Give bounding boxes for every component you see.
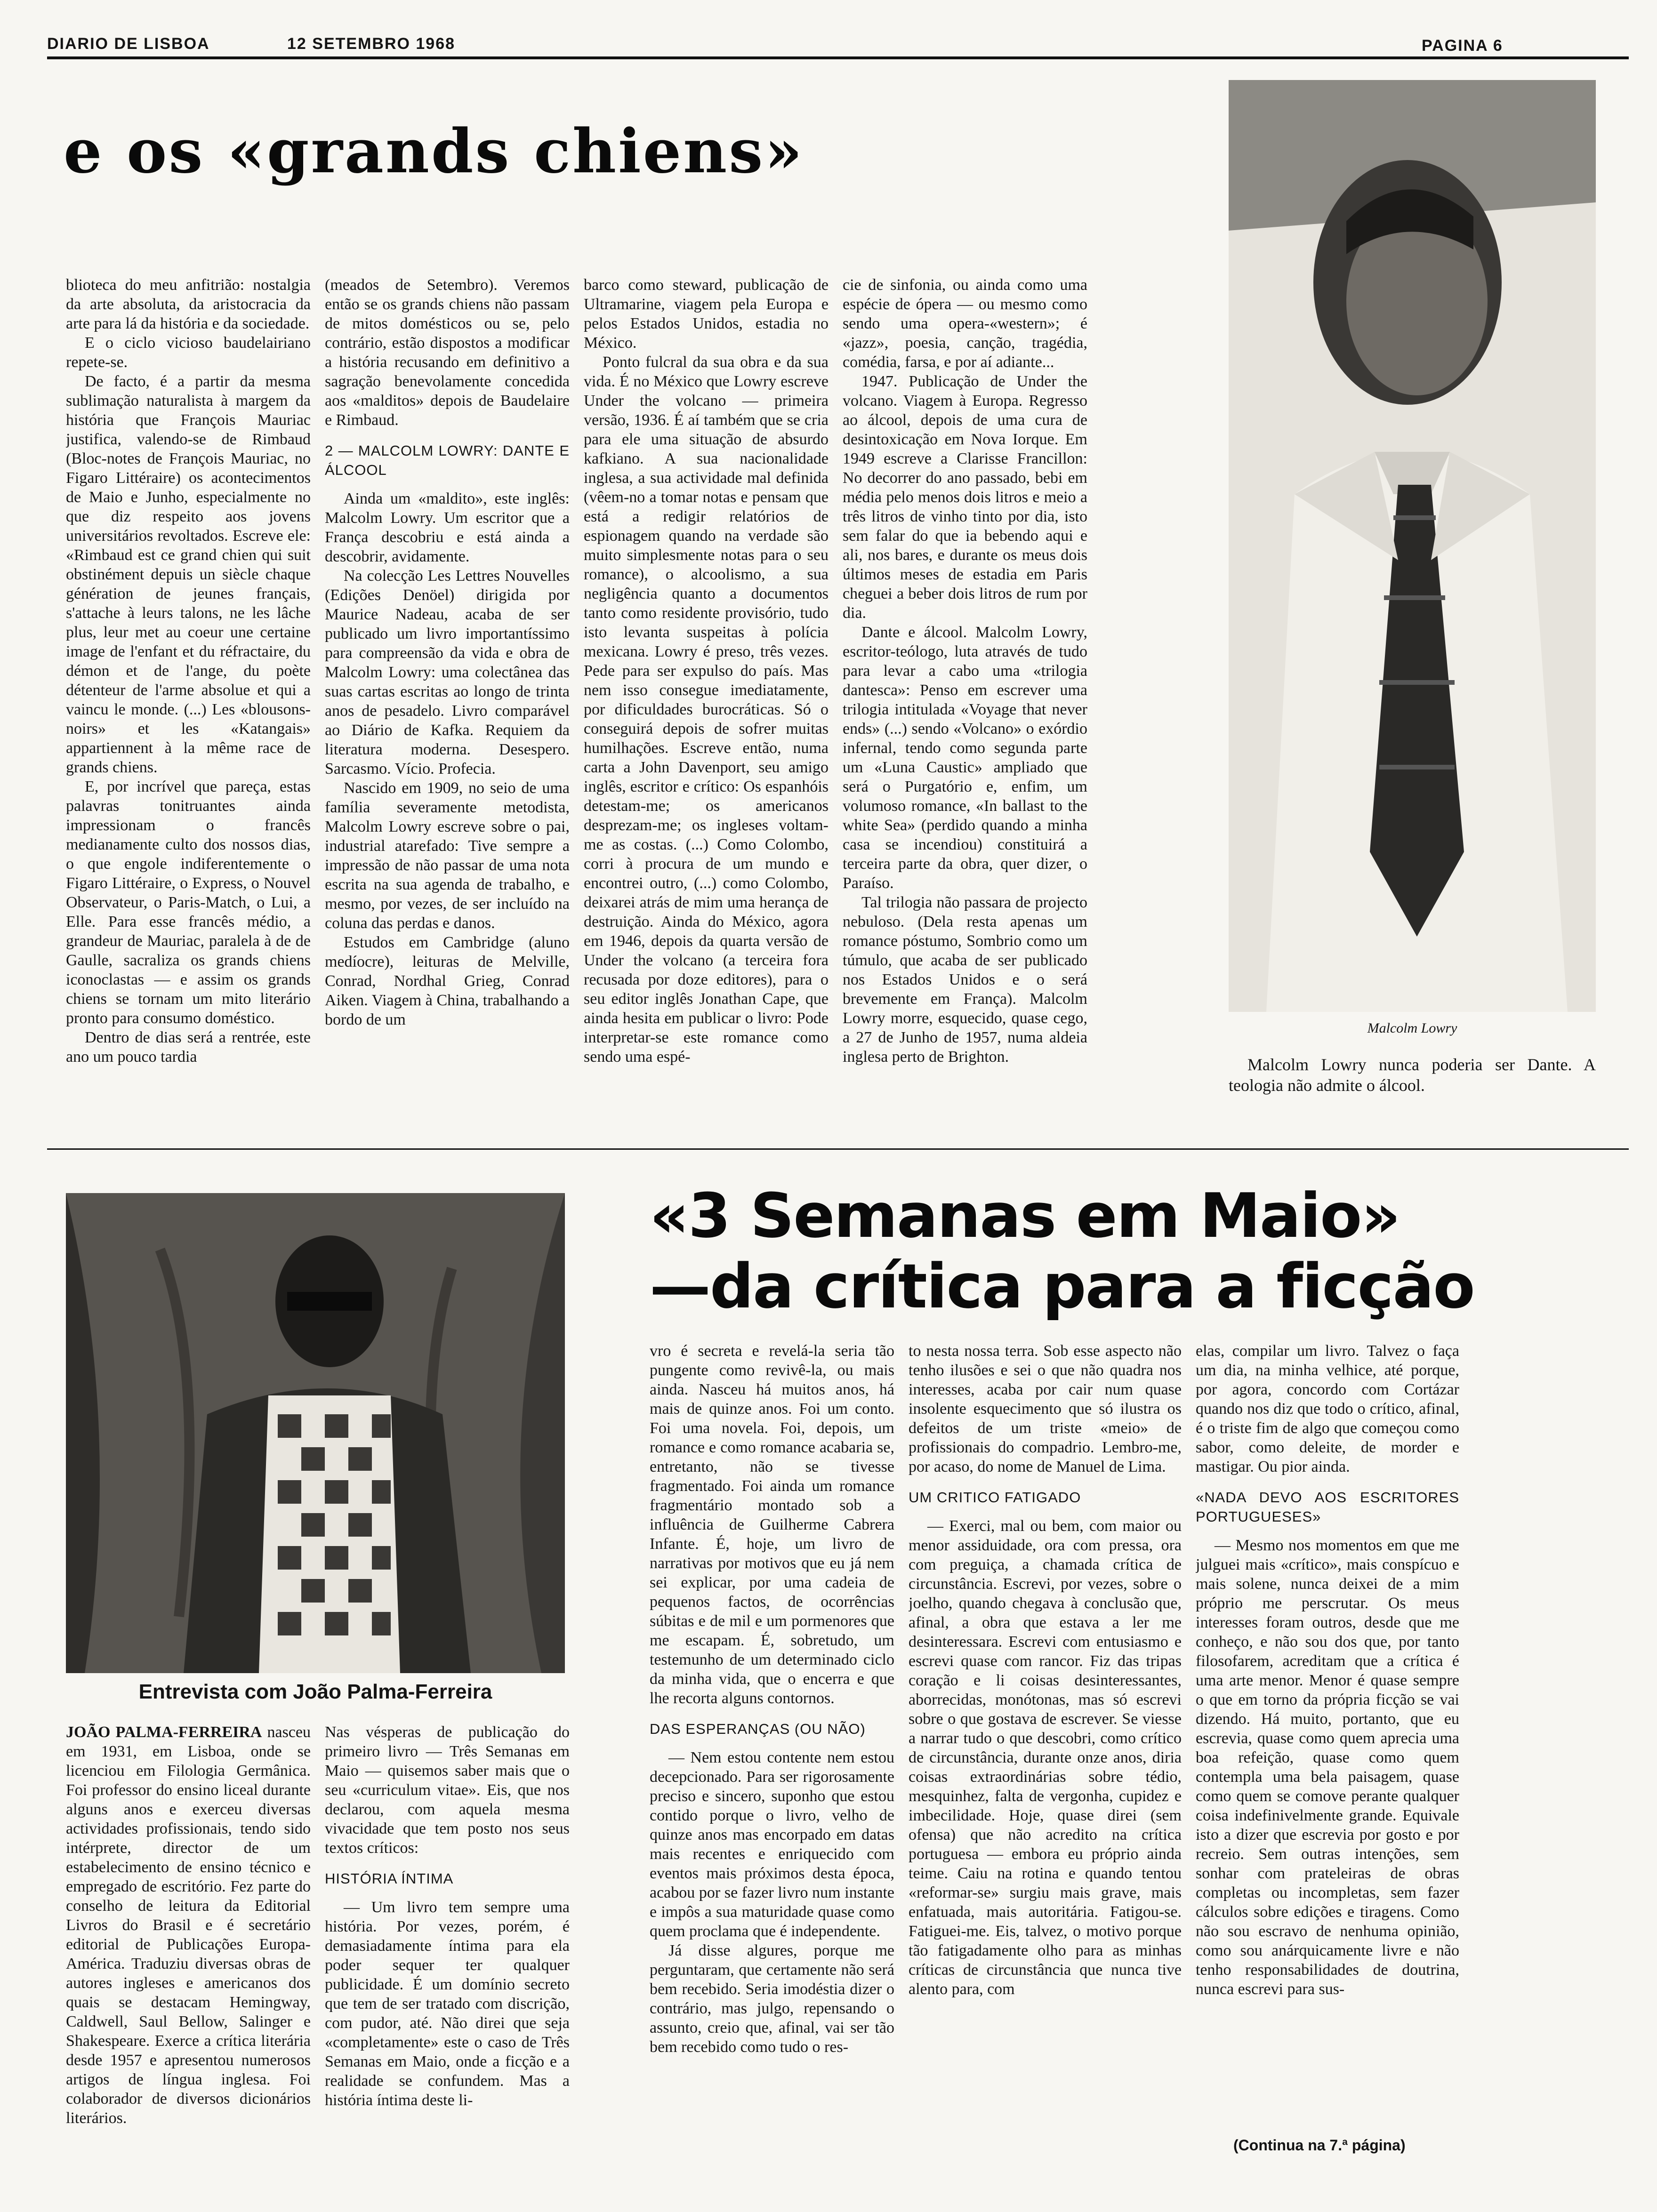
paragraph: E o ciclo vicioso baudelairiano repete-se. bbox=[66, 334, 311, 371]
paragraph: blioteca do meu anfitrião: nostalgia da arte absoluta, da aristocracia da arte para lá da história e da sociedade. bbox=[66, 276, 311, 332]
malcolm-lowry-photo-caption: Malcolm Lowry bbox=[1367, 1020, 1457, 1036]
paragraph: barco como steward, publicação de Ultramarine, viagem pela Europa e pelos Estados Unidos, estadia no México. bbox=[584, 276, 828, 352]
paragraph: Ponto fulcral da sua obra e da sua vida. É no México que Lowry escreve Under the volcano — primeira versão, 1936. É aí também que se cria para ele uma situação de absurdo kafkiano. A sua nacionalidade inglesa, a sua actividade mal definida (vêem-no a tomar notas e pensam que está a redigir relatórios de espionagem quando na verdade são muito simplesmente notas para o seu romance), o alcoolismo, a sua negligência quanto a documentos tanto como residente provisório, tudo isto levanta suspeitas à polícia mexicana. Lowry é preso, três vezes. Pede para ser expulso do país. Mas nem isso consegue imediatamente, por dificuldades burocráticas. Só o conseguirá depois de sofrer muitas humilhações. Escreve então, numa carta a John Davenport, seu amigo inglês, escritor e crítico: Os espanhóis detestam-me; os americanos desprezam-me; os ingleses voltam-me as costas. (...) Como Colombo, corri à procura de um mundo e encontrei outro, (...) como Colombo, deixarei atrás de mim uma herança de destruição. Ainda do México, agora em 1946, depois da quarta versão de Under the volcano (a terceira fora recusada por doze editores), para o seu editor inglês Jonathan Cape, que ainda hesita em publicar o livro: Pode interpretar-se este romance como sendo uma espé- bbox=[584, 353, 828, 1066]
portrait-illustration bbox=[1229, 80, 1596, 1012]
top-article-column-4 bbox=[843, 275, 1087, 1085]
paragraph: E, por incrível que pareça, estas palavras tonitruantes ainda impressionam o francês medianamente culto dos nossos dias, o que engole indiferentemente o Figaro Littéraire, o Express, o Nouvel Observateur, o Paris-Match, o Lui, a Elle. Para esse francês médio, a grandeur de Mauriac, paralela à de de Gaulle, sacraliza os grands chiens iconoclastas — e assim os grands chiens se tornam um mito literário pronto para consumo doméstico. bbox=[66, 778, 311, 1027]
bottom-article-headline-line-1: «3 Semanas em Maio» bbox=[650, 1180, 1400, 1251]
malcolm-lowry-photo bbox=[1229, 80, 1596, 1012]
paragraph: Nascido em 1909, no seio de uma família severamente metodista, Malcolm Lowry escreve sobre o pai, industrial atarefado: Tive sempre a impressão de não passar de uma nota escrita na sua agenda de trabalho, e mesmo, por vezes, de ser incluído na coluna das perdas e danos. bbox=[325, 779, 570, 932]
paragraph: vro é secreta e revelá-la seria tão pungente como revivê-la, ou mais ainda. Nasceu há muitos anos, há mais de quinze anos. Foi um conto. Foi uma novela. Foi, depois, um romance e como romance acabaria se, entretanto, não se tivesse fragmentado. Foi ainda um romance fragmentário montado sob a influência de Guilherme Cabrera Infante. É, hoje, um livro de narrativas por motivos que eu já nem sei explicar, por uma cadeia de pequenos factos, de ocorrências súbitas e de mil e um pormenores que me escapam. É, sobretudo, um testemunho de um determinado ciclo da minha vida, que o encerra e que lhe recorta alguns contornos. bbox=[650, 1342, 894, 1707]
paragraph: De facto, é a partir da mesma sublimação naturalista à margem da história que François Mauriac justifica, valendo-se de Rimbaud (Bloc-notes de François Mauriac, no Figaro Littéraire) os acontecimentos de Maio e Junho, especialmente no que diz respeito aos jovens universitários revoltados. Escreve ele: «Rimbaud est ce grand chien qui suit obstinément depuis un siècle chaque génération de jeunes français, s'attache à leurs talons, ne les lâche plus, leur met au coeur une certaine image de l'enfant et du réfractaire, du démon et de l'ange, du poète détenteur de l'arme absolue et qui a vaincu le monde. (...) Les «blousons-noirs» et les «Katangais» appartiennent à la même race de grands chiens. bbox=[66, 373, 311, 776]
masthead-rule bbox=[47, 56, 1629, 59]
bottom-article-column-e bbox=[1196, 1341, 1459, 2123]
section-subheading: «NADA DEVO AOS ESCRITORES PORTUGUESES» bbox=[1196, 1489, 1459, 1525]
bottom-article-bio-column bbox=[66, 1723, 311, 2170]
bottom-article-column-b bbox=[325, 1723, 570, 2170]
article-divider bbox=[47, 1148, 1629, 1150]
paragraph: — Um livro tem sempre uma história. Por vezes, porém, é demasiadamente íntima para ela poder sequer ter qualquer publicidade. É um domínio secreto que tem de ser tratado com discrição, com pudor, até. Não direi que seja «completamente» este o caso de Três Semanas em Maio, onde a ficção e a realidade se confundem. Mas a história íntima deste li- bbox=[325, 1899, 570, 2109]
masthead-paper-name: DIARIO DE LISBOA bbox=[47, 35, 210, 53]
top-article-column-3 bbox=[584, 275, 828, 1085]
joao-palma-ferreira-photo bbox=[66, 1193, 565, 1673]
paragraph: — Mesmo nos momentos em que me julguei mais «crítico», mais conspícuo e mais solene, nunca deixei de a mim próprio me perscrutar. Os meus interesses foram outros, desde que me conheço, e não sou dos que, por tanto filosofarem, acreditam que a crítica é uma arte menor. Menor é quase sempre o que em torno da própria ficção se vai dizendo. Há muito, portanto, que eu escrevia, quase como quem aprecia uma boa refeição, quase como quem contempla uma bela paisagem, quase como quem se comove perante qualquer coisa indefinivelmente grande. Equivale isto a dizer que escrevia por gosto e por recreio. Sem outras intenções, sem sonhar com prateleiras de obras completas ou incompletas, sem fazer cálculos sobre edições e tiragens. Como não sou escravo de nenhuma opinião, como sou anárquicamente livre e não tenho responsabilidades de doutrina, nunca escrevi para sus- bbox=[1196, 1537, 1459, 1998]
bio-text: nasceu em 1931, em Lisboa, onde se licenciou em Filologia Germânica. Foi professor do ensino liceal durante alguns anos e exerceu diversas actividades profissionais, tendo sido intérprete, director de um estabelecimento de ensino técnico e empregado de escritório. Fez parte do conselho de leitura da Editorial Livros do Brasil e é secretário editorial de Publicações Europa-América. Traduziu diversas obras de autores ingleses e americanos dos quais se destacam Hemingway, Caldwell, Saul Bellow, Salinger e Shakespeare. Exerce a crítica literária desde 1957 e apresentou numerosos artigos de língua inglesa. Foi colaborador de diversos dicionários literários. bbox=[66, 1723, 311, 2127]
paragraph: Nas vésperas de publicação do primeiro livro — Três Semanas em Maio — quisemos saber mais que o seu «curriculum vitae». Eis, que nos declarou, com aquela mesma vivacidade que tem posto nos seus textos críticos: bbox=[325, 1723, 570, 1857]
top-article-column-2 bbox=[325, 275, 570, 1085]
masthead-page-number: PAGINA 6 bbox=[1422, 37, 1503, 55]
paragraph: Já disse algures, porque me perguntaram, que certamente não será bem recebido. Seria imodéstia dizer o contrário, mas julgo, repensando o assunto, creio que, afinal, vai ser tão bem recebido como tudo o res- bbox=[650, 1942, 894, 2056]
continued-on-page-note: (Continua na 7.ª página) bbox=[1233, 2137, 1406, 2154]
paragraph: cie de sinfonia, ou ainda como uma espécie de ópera — ou mesmo como sendo uma opera-«western»; é «jazz», poesia, canção, tragédia, comédia, farsa, e por aí adiante... bbox=[843, 276, 1087, 371]
paragraph: Na colecção Les Lettres Nouvelles (Edições Denöel) dirigida por Maurice Nadeau, acaba de ser publicado um livro importantíssimo para compreensão da vida e obra de Malcolm Lowry: uma colectânea das suas cartas escritas ao longo de trinta anos de pesadelo. Livro comparável ao Diário de Kafka. Requiem da literatura moderna. Desespero. Sarcasmo. Vício. Profecia. bbox=[325, 567, 570, 777]
bio-name: JOÃO PALMA-FERREIRA bbox=[66, 1723, 262, 1741]
paragraph: (meados de Setembro). Veremos então se os grands chiens não passam de mitos domésticos ou se, pelo contrário, estão dispostos a modificar a história recusando em definitivo a sagração benevolamente concedida aos «malditos» depois de Baudelaire e Rimbaud. bbox=[325, 276, 570, 429]
paragraph: to nesta nossa terra. Sob esse aspecto não tenho ilusões e sei o que não quadra nos interesses, acaba por cair num quase insolente esquecimento que só ilustra os defeitos de um triste «meio» de profissionais do compadrio. Lembro-me, por acaso, do nome de Manuel de Lima. bbox=[909, 1342, 1182, 1475]
bottom-article-column-d bbox=[909, 1341, 1182, 2170]
paragraph: Dante e álcool. Malcolm Lowry, escritor-teólogo, luta através de tudo para levar a cabo uma «trilogia dantesca»: Penso em escrever uma trilogia intitulada «Voyage that never ends» (...) sendo «Volcano» o exórdio infernal, tendo como segunda parte um «Luna Caustic» ampliado que será o Purgatório e, enfim, um volumoso romance, «In ballast to the white Sea» (perdido quando a minha casa se incendiou) constituirá a terceira parte da obra, quer dizer, o Paraíso. bbox=[843, 624, 1087, 892]
section-subheading: 2 — MALCOLM LOWRY: DANTE E ÁLCOOL bbox=[325, 442, 570, 478]
paragraph: — Nem estou contente nem estou decepcionado. Para ser rigorosamente preciso e sincero, suponho que estou contido porque o livro, velho de quinze anos mas encorpado em datas mais recentes e enriquecido com eventos mais próximos desta época, acabou por se fazer livro num instante e impôs a sua maturidade quase como quem proclama que é independente. bbox=[650, 1749, 894, 1940]
section-subheading: HISTÓRIA ÍNTIMA bbox=[325, 1870, 454, 1887]
top-article-column-1 bbox=[66, 275, 311, 1085]
paragraph bbox=[66, 1723, 311, 2128]
top-article-headline: e os «grands chiens» bbox=[64, 116, 804, 187]
paragraph: — Exerci, mal ou bem, com maior ou menor assiduidade, ora com pressa, ora com preguiça, a chamada crítica de circunstância. Escrevi, por vezes, sobre o joelho, quando chegava à conclusão que, afinal, a obra que estava a ler me desinteressara. Escrevi com entusiasmo e escrevi quase com rancor. Fiz das tripas coração e li coisas desinteressantes, aborrecidas, monótonas, mas só escrevi sobre o que gostava de escrever. Se viesse a narrar tudo o que descobri, como crítico de circunstância, durante onze anos, diria coisas extraordinárias sobre tédio, mesquinhez, falta de vergonha, cupidez e imbecilidade. Hoje, quase direi (sem ofensa) que não acredito na crítica portuguesa — embora eu próprio ainda teime. Caiu na rotina e quando tentou «reformar-se» surgiu mais grave, mais enfatuada, mais autoritária. Fatigou-se. Fatiguei-me. Eis, talvez, o motivo porque tão fatigadamente olho para as minhas críticas de circunstância que nunca tive alento para, com bbox=[909, 1517, 1182, 1998]
paragraph: Ainda um «maldito», este inglês: Malcolm Lowry. Um escritor que a França descobriu e está ainda a descobrir, avidamente. bbox=[325, 490, 570, 565]
paragraph: elas, compilar um livro. Talvez o faça um dia, na minha velhice, até porque, por agora, concordo com Cortázar quando nos diz que todo o crítico, afinal, é o triste fim de algo que começou como sabor, como deleite, de morder e mastigar. Ou pior ainda. bbox=[1196, 1342, 1459, 1475]
top-article-column-5 bbox=[1229, 1054, 1596, 1139]
paragraph: Dentro de dias será a rentrée, este ano um pouco tardia bbox=[66, 1029, 311, 1066]
paragraph: Malcolm Lowry nunca poderia ser Dante. A teologia não admite o álcool. bbox=[1229, 1055, 1596, 1095]
masthead-date: 12 SETEMBRO 1968 bbox=[287, 35, 456, 53]
paragraph: Estudos em Cambridge (aluno medíocre), leituras de Melville, Conrad, Nordhal Grieg, Conrad Aiken. Viagem à China, trabalhando a bordo de um bbox=[325, 934, 570, 1028]
bottom-article-headline-line-2: —da crítica para a ficção bbox=[650, 1250, 1474, 1322]
interview-caption: Entrevista com João Palma-Ferreira bbox=[138, 1680, 492, 1703]
portrait-illustration bbox=[66, 1193, 565, 1673]
section-subheading: UM CRITICO FATIGADO bbox=[909, 1489, 1081, 1506]
paragraph: 1947. Publicação de Under the volcano. Viagem à Europa. Regresso ao álcool, depois de uma cura de desintoxicação em Nova Iorque. Em 1949 escreve a Clarisse Francillon: No decorrer do ano passado, bebi em média pelo menos dois litros e meio a três litros de vinho tinto por dia, isto sem falar do que ia bebendo aqui e ali, nos bares, e durante os meus dois últimos meses de estadia em Paris cheguei a beber dois litros de rum por dia. bbox=[843, 373, 1087, 622]
paragraph: Tal trilogia não passara de projecto nebuloso. (Dela resta apenas um romance póstumo, Sombrio como um túmulo, que acaba de ser publicado nos Estados Unidos e o será brevemente em França). Malcolm Lowry morre, esquecido, quase cego, a 27 de Junho de 1957, numa aldeia inglesa perto de Brighton. bbox=[843, 894, 1087, 1066]
section-subheading: DAS ESPERANÇAS (OU NÃO) bbox=[650, 1721, 866, 1737]
bottom-article-column-c bbox=[650, 1341, 894, 2170]
